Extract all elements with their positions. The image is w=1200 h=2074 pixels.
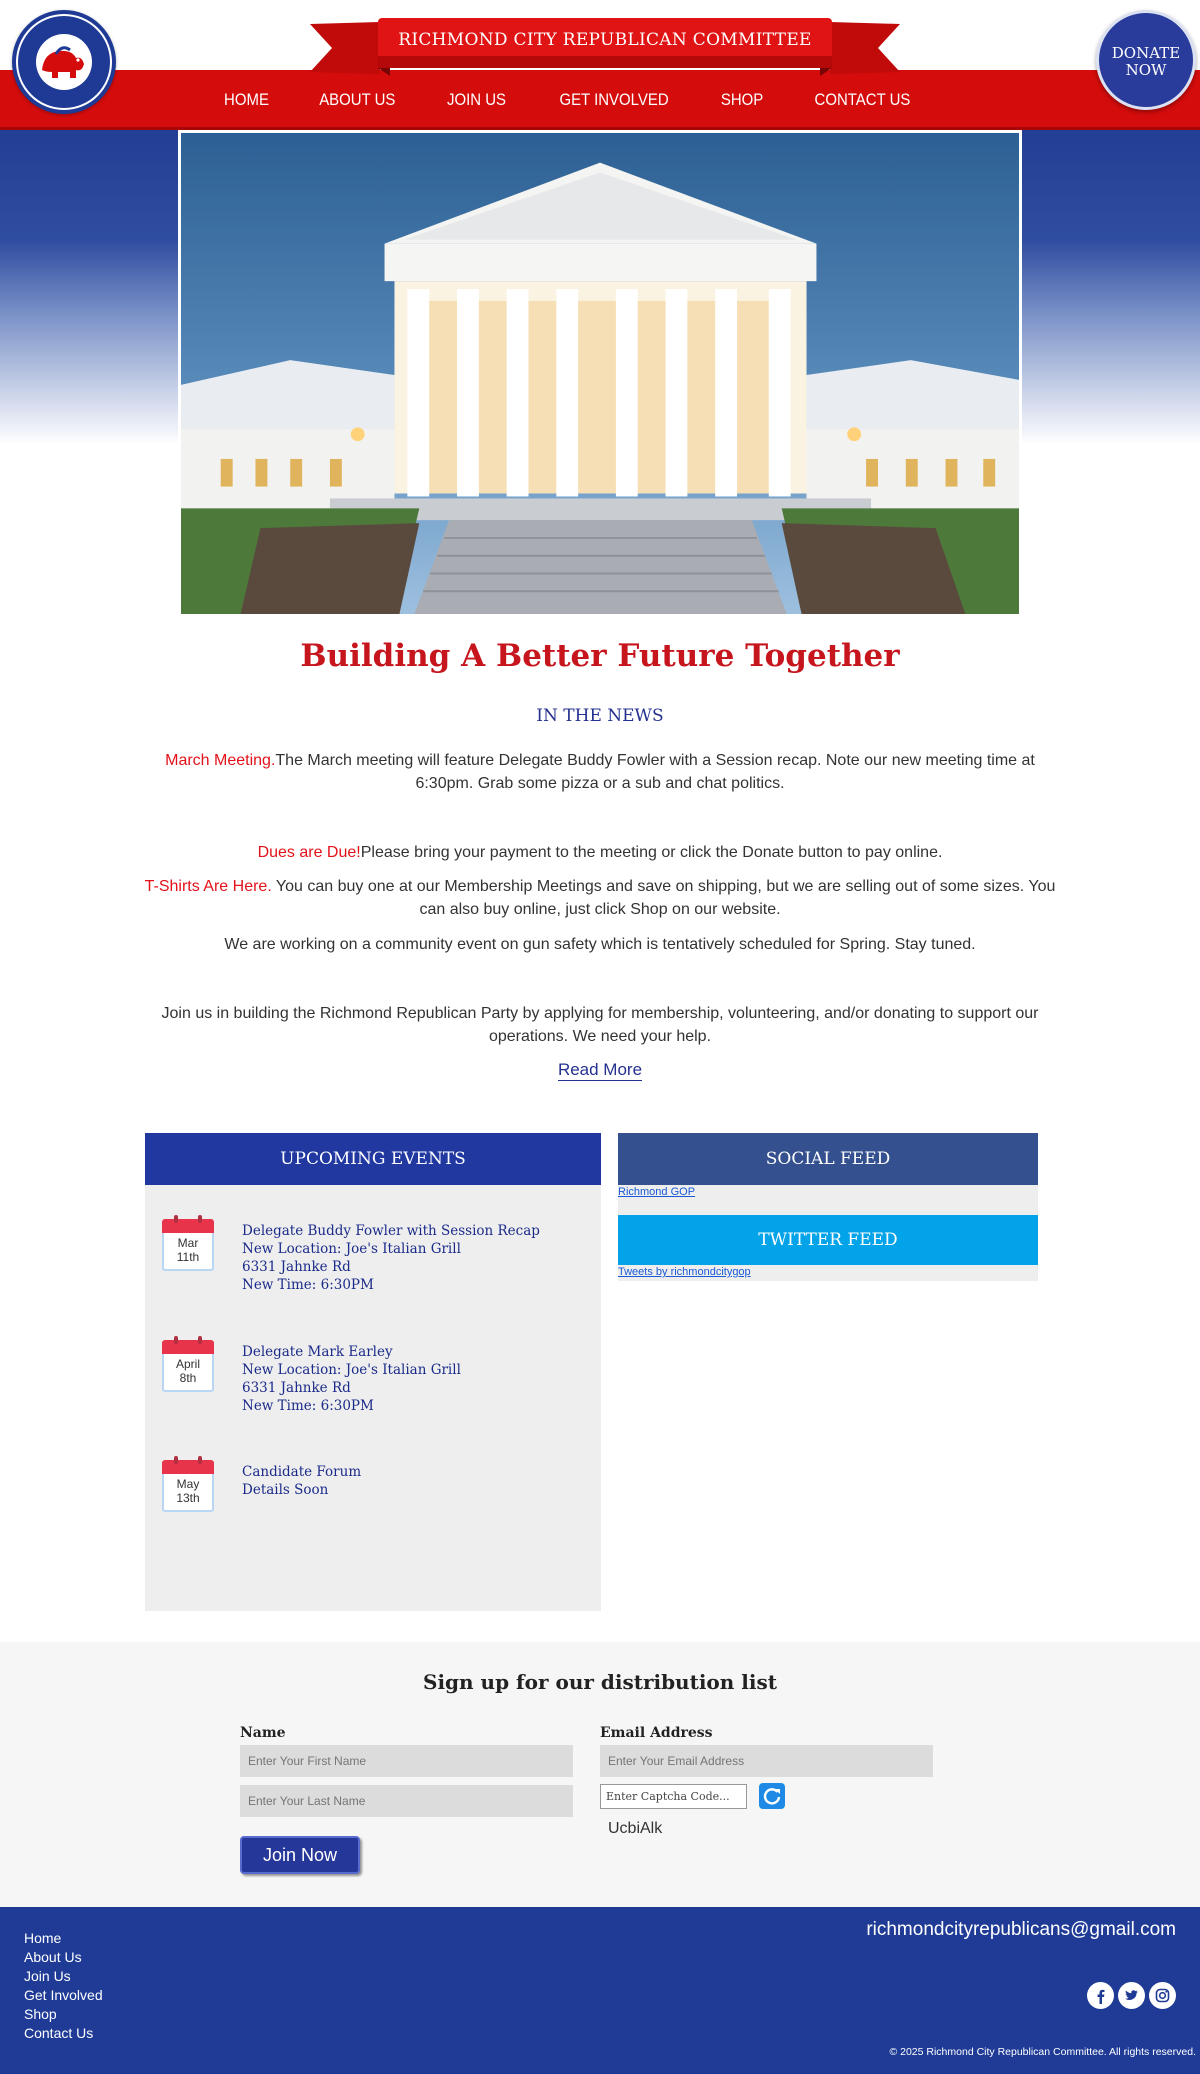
event-location: New Location: Joe's Italian Grill [242,1241,461,1257]
news-highlight: T-Shirts Are Here. [144,878,272,895]
nav-contact-us[interactable]: CONTACT US [814,90,911,109]
facebook-icon[interactable] [1087,1982,1114,2009]
event-details [242,1343,461,1415]
event-location: New Location: Joe's Italian Grill [242,1362,461,1378]
event-details [242,1463,361,1499]
signup-title: Sign up for our distribution list [423,1670,777,1694]
event-note: Details Soon [242,1482,329,1498]
news-heading: IN THE NEWS [536,706,664,726]
event-day: 13th [176,1491,200,1505]
events-heading: UPCOMING EVENTS [145,1133,601,1185]
calendar-icon [162,1338,214,1394]
twitter-feed-link[interactable]: Tweets by richmondcitygop [618,1265,1038,1281]
nav-join-us[interactable]: JOIN US [446,90,506,109]
main-nav [200,70,938,130]
donate-label-line1: DONATE [1111,44,1181,62]
event-address: 6331 Jahnke Rd [242,1380,351,1396]
news-item [140,933,1060,956]
read-more-wrap [0,1060,1200,1080]
calendar-icon [162,1458,214,1514]
footer-link-about-us[interactable]: About Us [24,1949,82,1965]
copyright: © 2025 Richmond City Republican Committee. All rights reserved. [889,2046,1196,2058]
elephant-seal-icon [16,14,112,110]
donate-label-line2: NOW [1125,61,1167,79]
refresh-icon [759,1783,785,1809]
nav-home[interactable]: HOME [224,90,269,109]
footer-link-get-involved[interactable]: Get Involved [24,1987,103,2003]
nav-about-us[interactable]: ABOUT US [319,90,396,109]
event-item[interactable] [162,1338,582,1428]
footer-link-contact-us[interactable]: Contact Us [24,2025,94,2041]
email-label: Email Address [600,1725,713,1741]
nav-shop[interactable]: SHOP [720,90,764,109]
news-highlight: Dues are Due! [257,844,361,861]
twitter-feed-heading: TWITTER FEED [618,1215,1038,1265]
facebook-feed-link[interactable]: Richmond GOP [618,1185,1038,1201]
read-more-link[interactable]: Read More [557,1060,643,1079]
footer-link-shop[interactable]: Shop [24,2006,57,2022]
nav-get-involved[interactable]: GET INVOLVED [559,90,669,109]
footer-email[interactable]: richmondcityrepublicans@gmail.com [866,1919,1176,1940]
site-footer [0,1907,1200,2074]
captcha-code: UcbiAlk [608,1820,663,1837]
news-text: You can buy one at our Membership Meetings and save on shipping, but we are selling out of some sizes. You can also buy online, just click Shop on our website. [271,878,1056,918]
social-feed-panel [618,1133,1038,1281]
committee-logo[interactable] [12,10,116,114]
social-icons [1083,1982,1176,2009]
donate-now-button[interactable] [1096,10,1196,110]
event-month: Mar [177,1236,199,1250]
event-title: Delegate Buddy Fowler with Session Recap [242,1223,540,1239]
instagram-icon[interactable] [1149,1982,1176,2009]
event-title: Delegate Mark Earley [242,1344,393,1360]
news-text: We are working on a community event on gun safety which is tentatively scheduled for Spring. Stay tuned. [224,936,976,953]
event-time: New Time: 6:30PM [242,1398,374,1414]
event-day: 11th [176,1250,200,1264]
footer-link-join-us[interactable]: Join Us [24,1968,71,1984]
name-label: Name [240,1725,286,1741]
news-item [140,749,1060,795]
news-item [140,841,1060,864]
event-month: May [176,1477,200,1491]
event-title: Candidate Forum [242,1464,362,1480]
event-item[interactable] [162,1217,582,1307]
feed-spacer [618,1201,1038,1215]
site-title: RICHMOND CITY REPUBLICAN COMMITTEE [398,30,812,50]
first-name-input[interactable] [240,1745,573,1777]
captcha-input[interactable]: Enter Captcha Code... [600,1784,747,1809]
capitol-building-image [181,133,1019,614]
page-title: Building A Better Future Together [300,638,900,674]
captcha-refresh-button[interactable] [759,1783,785,1809]
event-item[interactable] [162,1458,582,1548]
capitol-hero-image [178,130,1022,617]
event-day: 8th [179,1371,197,1385]
footer-link-home[interactable]: Home [24,1930,62,1946]
news-text: Join us in building the Richmond Republican Party by applying for membership, volunteering, and/or donating to support our operations. We need your help. [161,1005,1039,1045]
news-item [140,875,1060,921]
site-header [0,0,1200,130]
twitter-icon[interactable] [1118,1982,1145,2009]
site-title-banner [310,16,900,78]
footer-nav [24,1929,103,2043]
calendar-icon [162,1217,214,1273]
news-text: The March meeting will feature Delegate Buddy Fowler with a Session recap. Note our new meeting time at 6:30pm. Grab some pizza or a sub and chat politics. [275,752,1035,792]
signup-section [0,1642,1200,1907]
news-highlight: March Meeting. [165,752,276,769]
event-month: April [175,1357,200,1371]
social-feed-heading: SOCIAL FEED [618,1133,1038,1185]
join-now-button[interactable]: Join Now [240,1836,360,1874]
last-name-input[interactable] [240,1785,573,1817]
event-address: 6331 Jahnke Rd [242,1259,351,1275]
upcoming-events-panel [145,1133,601,1611]
news-item [140,1002,1060,1048]
news-text: Please bring your payment to the meeting or click the Donate button to pay online. [360,844,943,861]
event-details [242,1222,540,1294]
email-input[interactable] [600,1745,933,1777]
event-time: New Time: 6:30PM [242,1277,374,1293]
